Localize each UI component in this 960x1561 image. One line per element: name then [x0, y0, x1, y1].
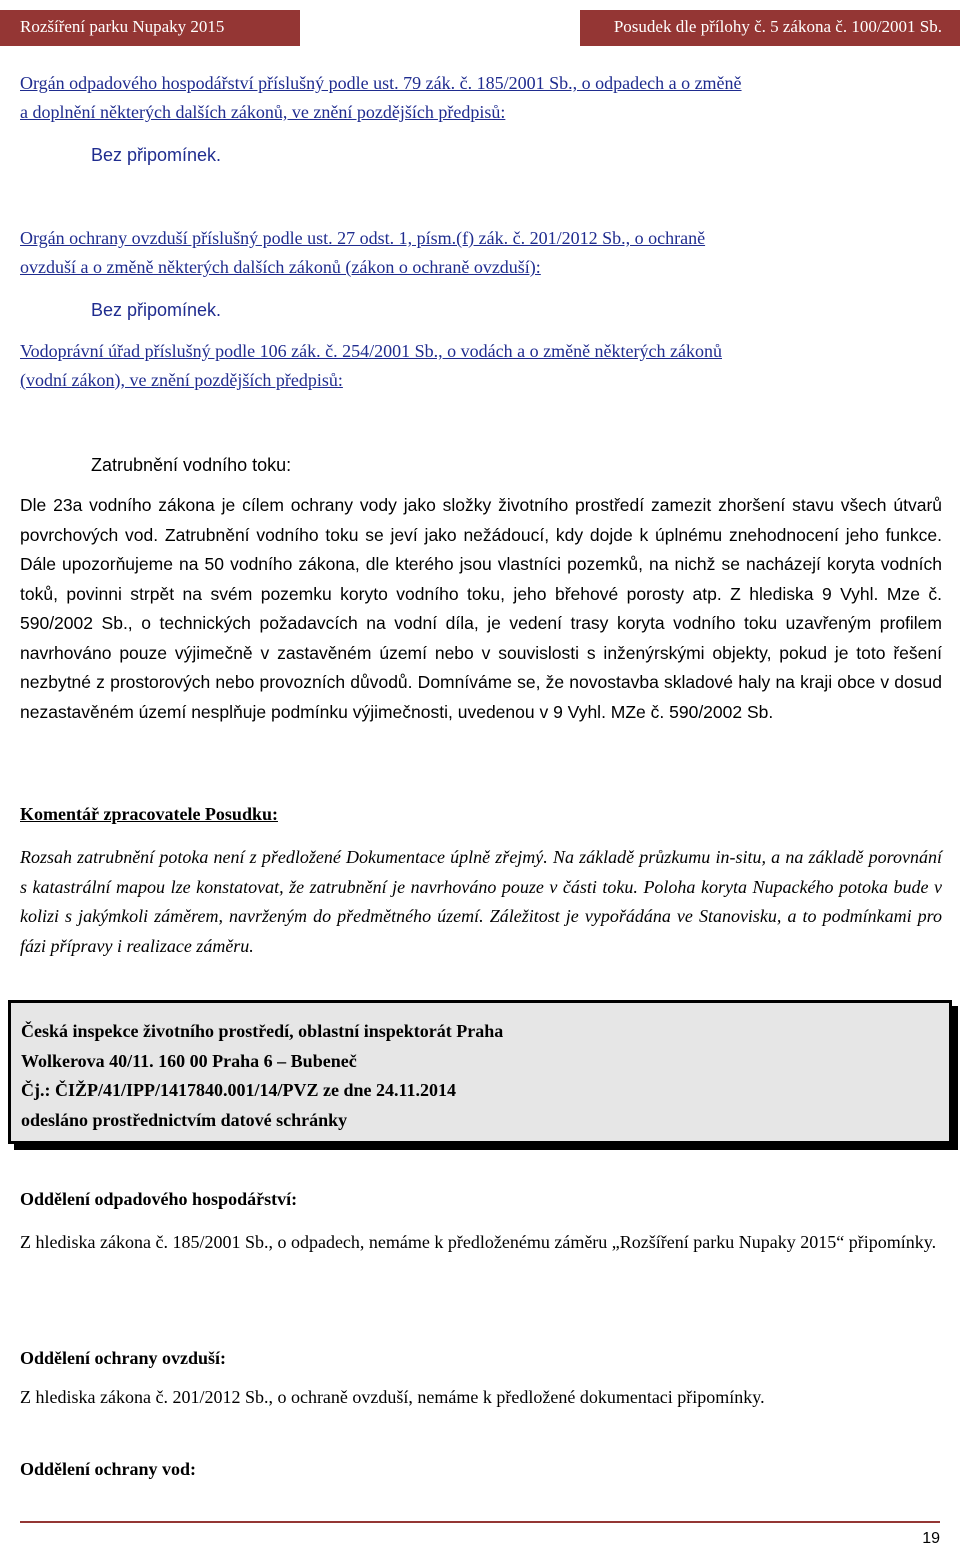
inspectorate-box — [8, 1000, 952, 1144]
dept-waste-heading: Oddělení odpadového hospodářství: — [20, 1189, 298, 1209]
dept-air-body: Z hlediska zákona č. 201/2012 Sb., o ochraně ovzduší, nemáme k předložené dokumentaci připomínky. — [20, 1387, 765, 1407]
water-body-paragraph: Dle 23a vodního zákona je cílem ochrany vody jako složky životního prostředí zamezit zhoršení stavu všech útvarů povrchových vod. Zatrubnění vodního toku se jeví jako nežádoucí, kdy dojde k úplnému znehodnocení jeho funkce. Dále upozorňujeme na 50 vodního zákona, dle kterého jsou vlastníci pozemků, na nichž se nacházejí koryta vodních toků, povinni strpět na svém pozemku koryto vodního toku, jeho břehové porosty atp. Z hlediska 9 Vyhl. Mze č. 590/2002 Sb., o technických požadavcích na vodní díla, je vedení trasy koryta vodního toku uzavřeným profilem navrhováno pouze výjimečně v zastavěném území nebo v souvislosti s inženýrskými objekty, pokud je toto řešení nezbytné z prostorových nebo provozních důvodů. Domníváme se, že novostavba skladové haly na kraji obce v dosud nezastavěném území nesplňuje podmínku výjimečnosti, uvedenou v 9 Vyhl. MZe č. 590/2002 Sb. — [20, 495, 942, 722]
air-authority-heading-line2: ovzduší a o změně některých dalších zákonů (zákon o ochraně ovzduší): — [20, 257, 541, 277]
page-header — [0, 0, 960, 46]
inspectorate-box-content — [21, 1017, 503, 1135]
page-number: 19 — [922, 1530, 940, 1547]
air-authority-comment: Bez připomínek. — [91, 300, 222, 320]
water-authority-heading-line2: (vodní zákon), ve znění pozdějších předpisů: — [20, 370, 343, 390]
water-subheading: Zatrubnění vodního toku: — [91, 455, 292, 475]
inspectorate-reference: Čj.: ČIŽP/41/IPP/1417840.001/14/PVZ ze dne 24.11.2014 — [21, 1080, 456, 1100]
dept-air-heading: Oddělení ochrany ovzduší: — [20, 1348, 227, 1368]
inspectorate-delivery: odesláno prostřednictvím datové schránky — [21, 1109, 348, 1130]
inspectorate-address: Wolkerova 40/11. 160 00 Praha 6 – Bubeneč — [21, 1050, 357, 1071]
waste-authority-comment: Bez připomínek. — [91, 145, 222, 165]
waste-authority-heading-line2: a doplnění některých dalších zákonů, ve znění pozdějších předpisů: — [20, 102, 506, 122]
waste-authority-heading-line1: Orgán odpadového hospodářství příslušný podle ust. 79 zák. č. 185/2001 Sb., o odpadech a o změně — [20, 73, 742, 93]
inspectorate-name: Česká inspekce životního prostředí, oblastní inspektorát Praha — [21, 1021, 504, 1041]
dept-waste-body: Z hlediska zákona č. 185/2001 Sb., o odpadech, nemáme k předloženému záměru „Rozšíření parku Nupaky 2015“ připomínky. — [20, 1232, 937, 1252]
commentary-heading: Komentář zpracovatele Posudku: — [20, 804, 278, 824]
water-authority-heading-line1: Vodoprávní úřad příslušný podle 106 zák. č. 254/2001 Sb., o vodách a o změně některých zákonů — [20, 341, 722, 361]
header-title: Rozšíření parku Nupaky 2015 — [20, 17, 225, 36]
air-authority-heading-line1: Orgán ochrany ovzduší příslušný podle ust. 27 odst. 1, písm.(f) zák. č. 201/2012 Sb., o ochraně — [20, 228, 706, 248]
footer-rule — [20, 1521, 940, 1523]
header-subtitle: Posudek dle přílohy č. 5 zákona č. 100/2001 Sb. — [613, 17, 942, 36]
commentary-body: Rozsah zatrubnění potoka není z předložené Dokumentace úplně zřejmý. Na základě průzkumu in-situ, a na základě porovnání s katastrální mapou lze konstatovat, že zatrubnění je navrhováno pouze v části toku. Poloha koryta Nupackého potoka bude v kolizi s jakýmkoli záměrem, navrženým do předmětného území. Záležitost je vypořádána ve Stanovisku, a to podmínkami pro fázi přípravy i realizace záměru. — [20, 847, 942, 956]
dept-water-heading: Oddělení ochrany vod: — [20, 1459, 197, 1479]
